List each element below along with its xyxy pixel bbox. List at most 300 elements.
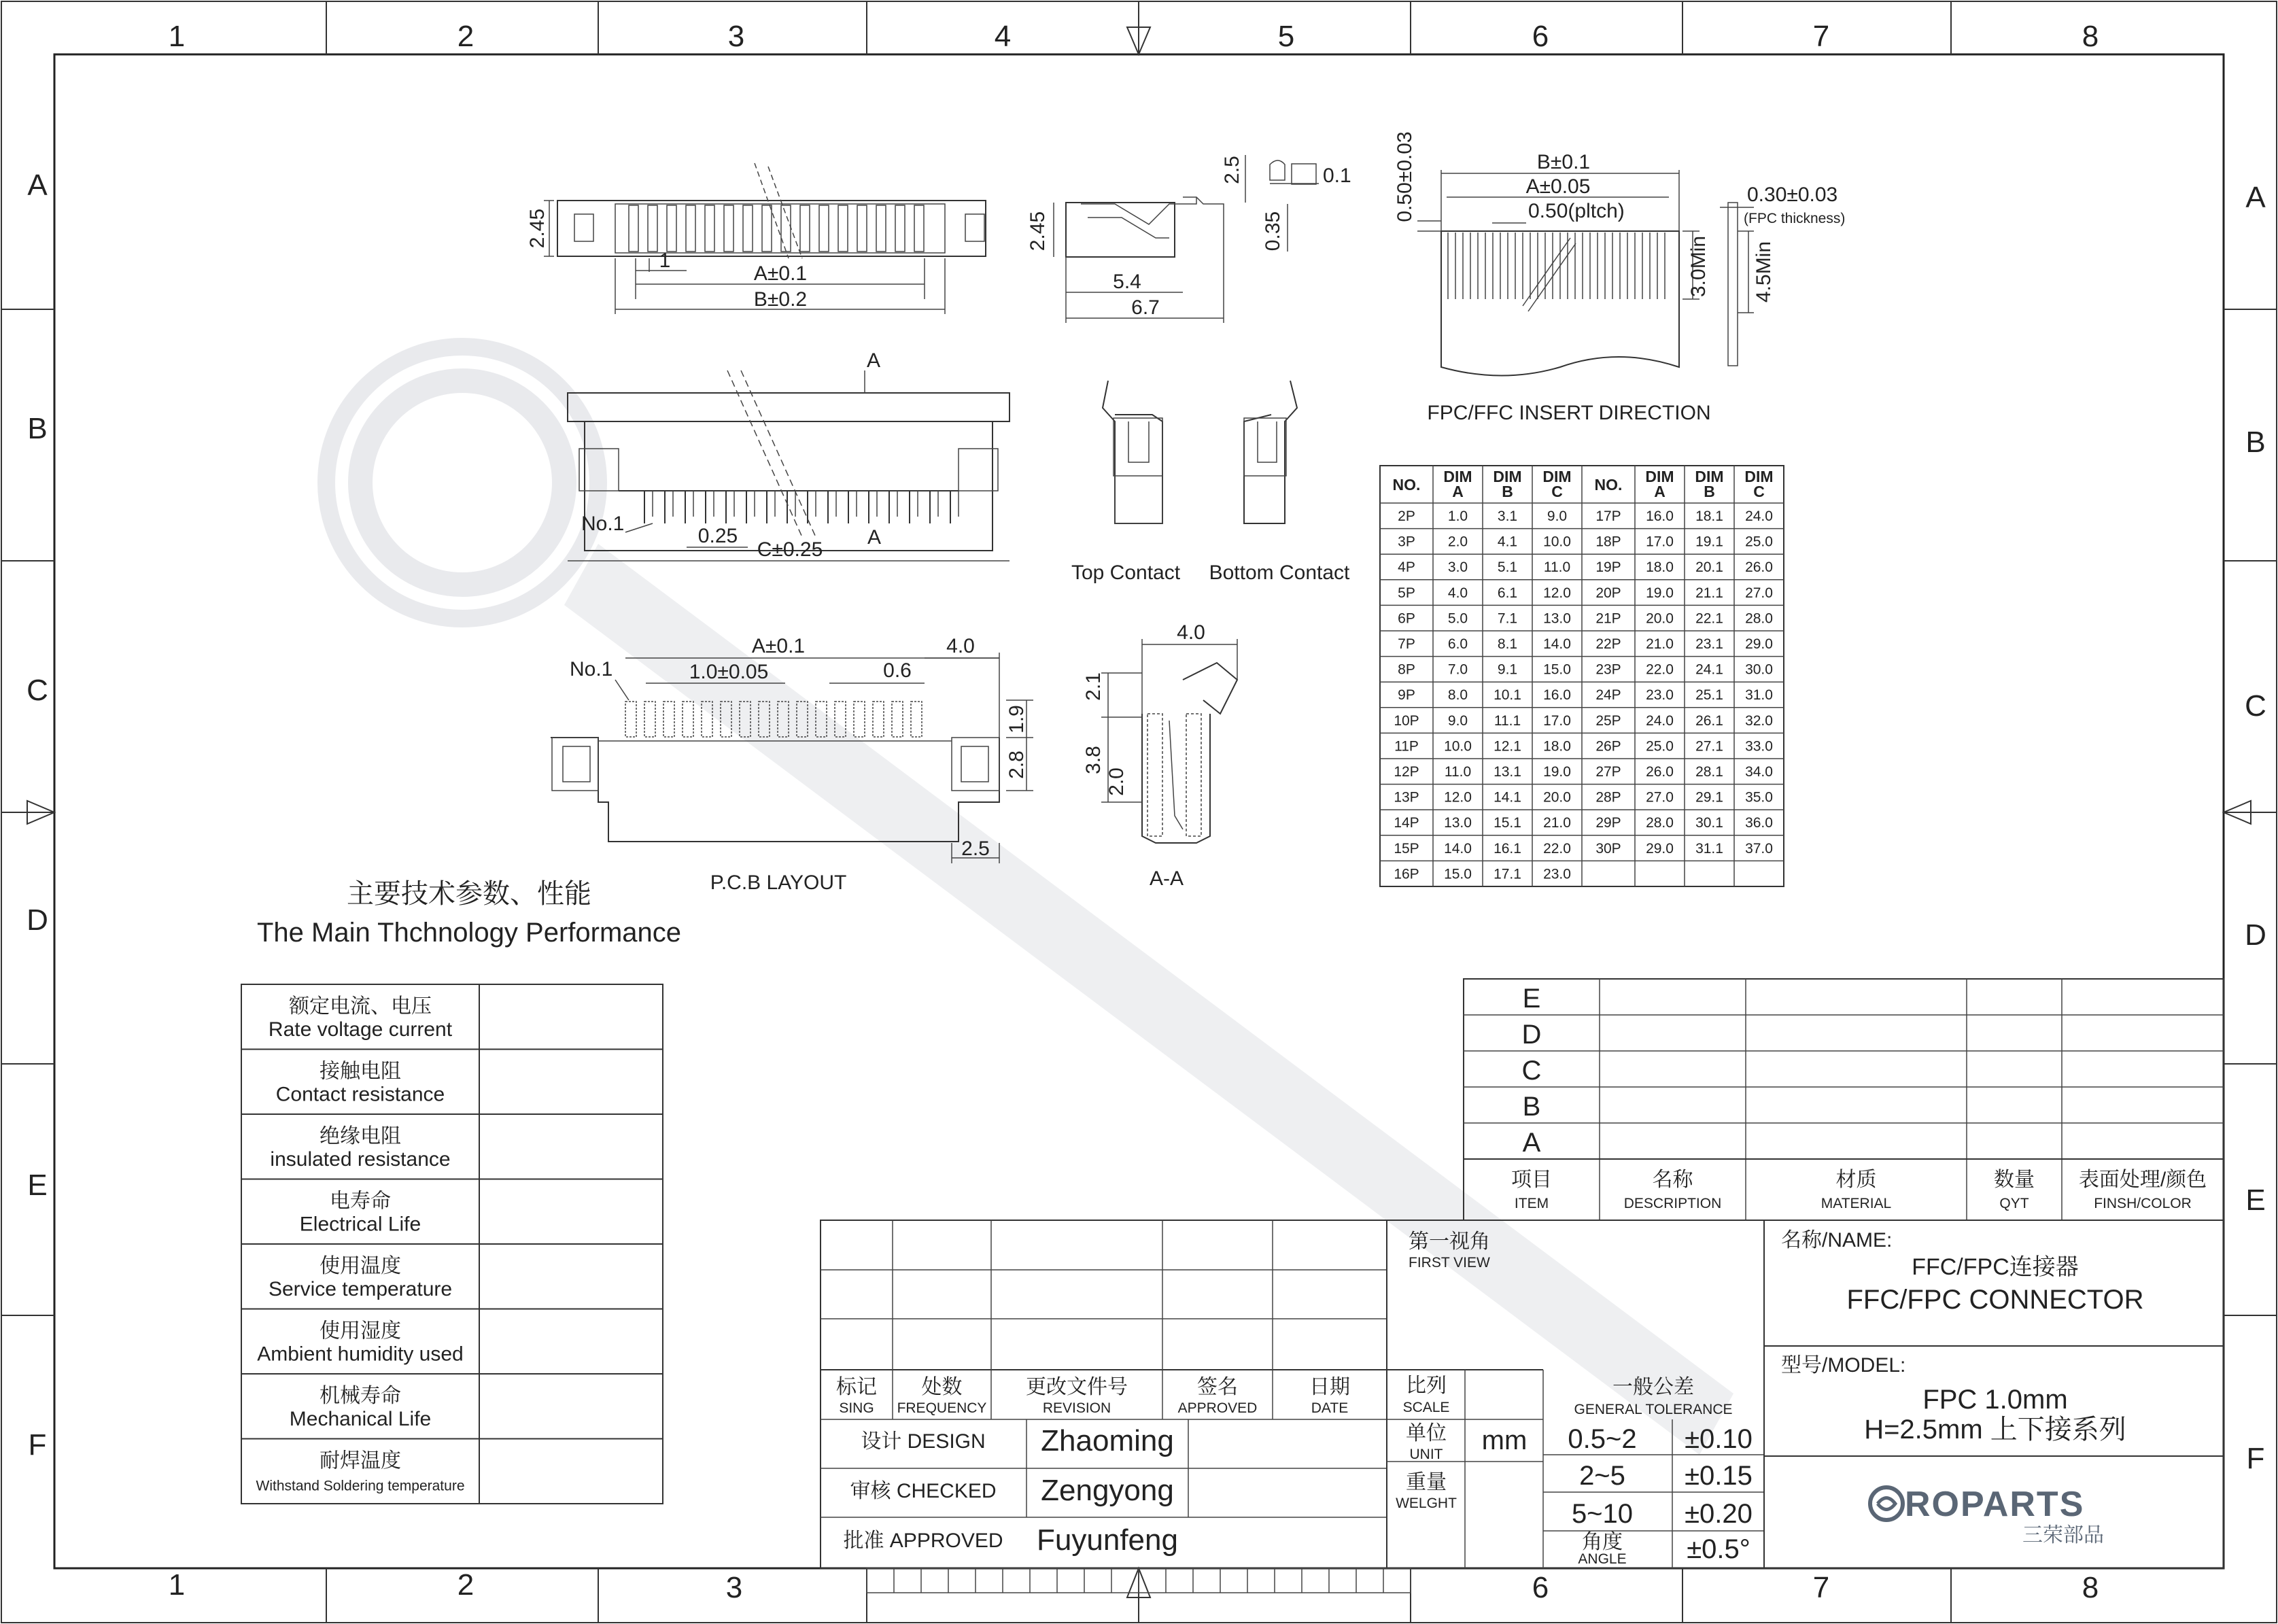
pcb-pitch-dim: 1.0±0.05	[689, 661, 769, 683]
dim-table-cell: 24.1	[1695, 661, 1723, 678]
bom-row-letter: E	[1522, 984, 1541, 1014]
row-label-left-a: A	[27, 169, 48, 202]
dim-table-cell: 22.1	[1695, 610, 1723, 627]
dim-table-cell: 13P	[1394, 789, 1419, 806]
model-label: 型号/MODEL:	[1781, 1354, 1906, 1377]
fpc-min1-dim: 3.0Min	[1687, 235, 1710, 298]
unit-cn: 单位	[1406, 1422, 1447, 1445]
dim-table-cell: 9.0	[1547, 508, 1568, 524]
dim-table-cell: 23.0	[1543, 866, 1571, 882]
section-width-dim: 4.0	[1177, 621, 1205, 644]
dim-table-cell: 13.1	[1494, 764, 1521, 780]
dim-table-cell: 14.0	[1543, 636, 1571, 652]
fpc-tip-dim: 0.50±0.03	[1394, 131, 1416, 222]
dim-table-header: DIM	[1695, 468, 1724, 485]
dim-table-cell: 28.1	[1695, 764, 1723, 780]
col-label-bottom-3: 3	[725, 1571, 743, 1604]
dim-table-cell: 4.1	[1497, 534, 1518, 550]
top-view-b-dim: B±0.2	[753, 288, 808, 311]
row-label-left-e: E	[27, 1169, 48, 1202]
side-view-flat-dim: 0.1	[1323, 165, 1351, 187]
dim-table-cell: 7.1	[1497, 610, 1518, 627]
pcb-width-dim: 4.0	[946, 635, 975, 657]
dim-table-cell: 30P	[1595, 840, 1621, 857]
dim-table-header: DIM	[1542, 468, 1572, 485]
side-view-h3-dim: 0.35	[1262, 211, 1284, 252]
dim-table-cell: 23P	[1595, 661, 1621, 678]
bom-header-en: MATERIAL	[1820, 1196, 1892, 1211]
dim-table-cell: 29.0	[1646, 840, 1674, 857]
top-view-a-dim: A±0.1	[753, 262, 808, 285]
top-view-pin	[743, 205, 753, 252]
top-view-pin	[857, 205, 867, 252]
bom-header-en: FINSH/COLOR	[2094, 1196, 2192, 1211]
dim-table-cell: 11.0	[1444, 764, 1472, 780]
dim-table-cell: 11.0	[1543, 559, 1571, 576]
angle-tolerance: ±0.5°	[1687, 1534, 1750, 1564]
top-view-pin	[705, 205, 714, 252]
front-view-c-dim: C±0.25	[757, 538, 823, 561]
col-label-bottom-7: 7	[1812, 1571, 1830, 1604]
dim-table-cell: 6P	[1398, 610, 1415, 627]
tolerance-range-3: 5~10	[1571, 1499, 1634, 1529]
pcb-h2-dim: 2.8	[1005, 750, 1028, 779]
front-view-no1-label: No.1	[581, 513, 625, 535]
top-view-pin	[914, 205, 924, 252]
dim-table-cell: 12.0	[1444, 789, 1472, 806]
dim-table-cell: 1.0	[1447, 508, 1468, 524]
row-label-right-b: B	[2245, 426, 2266, 459]
dim-table-cell: 10.1	[1494, 687, 1521, 704]
dim-table-cell: 12.0	[1543, 585, 1571, 601]
revision-header-en: DATE	[1311, 1400, 1349, 1416]
fpc-pitch-dim: 0.50(pltch)	[1528, 200, 1625, 222]
bom-header-en: QYT	[1999, 1196, 2029, 1211]
row-label-right-a: A	[2245, 181, 2266, 214]
signature-role: 批准 APPROVED	[843, 1530, 1003, 1552]
signature-name: Zengyong	[1041, 1474, 1174, 1507]
tolerance-en: GENERAL TOLERANCE	[1574, 1402, 1733, 1417]
dim-table-header: NO.	[1392, 476, 1421, 494]
performance-label-en: Contact resistance	[275, 1083, 445, 1106]
dim-table-header-sub: A	[1654, 483, 1666, 500]
performance-label-cn: 额定电流、电压	[289, 995, 432, 1018]
performance-title-en: The Main Thchnology Performance	[256, 918, 682, 948]
dim-table-header: DIM	[1493, 468, 1522, 485]
dim-table-cell: 30.0	[1745, 661, 1773, 678]
performance-title-cn: 主要技术参数、性能	[347, 879, 591, 909]
front-view-pitch-dim: 0.25	[697, 525, 738, 547]
dim-table-cell: 13.0	[1543, 610, 1571, 627]
dim-table-cell: 19P	[1595, 559, 1621, 576]
signature-role: 设计 DESIGN	[861, 1430, 986, 1453]
dim-table-cell: 29.0	[1745, 636, 1773, 652]
top-view-pin	[648, 205, 657, 252]
angle-en: ANGLE	[1578, 1551, 1627, 1567]
dim-table-cell: 26.0	[1646, 764, 1674, 780]
dim-table-cell: 10P	[1394, 712, 1419, 729]
performance-label-en: Service temperature	[268, 1278, 453, 1300]
tolerance-range-1: 0.5~2	[1568, 1424, 1637, 1454]
col-label-bottom-2: 2	[457, 1568, 474, 1602]
pcb-a-dim: A±0.1	[751, 635, 806, 657]
dim-table-cell: 25.0	[1745, 534, 1773, 550]
dim-table-cell: 20.0	[1646, 610, 1674, 627]
performance-label-en: Rate voltage current	[268, 1018, 453, 1041]
dim-table-cell: 26.1	[1695, 712, 1723, 729]
first-view-cn: 第一视角	[1409, 1230, 1490, 1253]
dim-table-cell: 23.0	[1646, 687, 1674, 704]
dim-table-cell: 22P	[1595, 636, 1621, 652]
col-label-bottom-1: 1	[168, 1568, 186, 1602]
dim-table-cell: 36.0	[1745, 815, 1773, 831]
revision-header-cn: 签名	[1197, 1376, 1238, 1398]
section-a-a-view	[1082, 621, 1237, 890]
dim-table-cell: 12.1	[1494, 738, 1521, 755]
dim-table-cell: 29.1	[1695, 789, 1723, 806]
dim-table-cell: 15.1	[1494, 815, 1521, 831]
dim-table-cell: 8P	[1398, 661, 1415, 678]
signature-role: 审核 CHECKED	[850, 1480, 997, 1502]
dim-table-cell: 32.0	[1745, 712, 1773, 729]
revision-header-en: FREQUENCY	[897, 1400, 987, 1416]
dim-table-cell: 13.0	[1444, 815, 1472, 831]
revision-header-cn: 日期	[1309, 1376, 1350, 1398]
performance-label-cn: 绝缘电阻	[320, 1125, 401, 1147]
name-en: FFC/FPC CONNECTOR	[1846, 1285, 2144, 1315]
revision-header-cn: 标记	[836, 1376, 877, 1398]
dim-table-cell: 10.0	[1444, 738, 1472, 755]
dim-table-header-sub: B	[1704, 483, 1715, 500]
dim-table-cell: 19.1	[1695, 534, 1723, 550]
dim-table-cell: 33.0	[1745, 738, 1773, 755]
top-view-pin	[819, 205, 829, 252]
logo-subtext: 三荣部品	[2022, 1524, 2104, 1547]
sheet-border	[1, 1, 2277, 1623]
dim-table-cell: 34.0	[1745, 764, 1773, 780]
top-view-pin	[629, 205, 638, 252]
top-view-pin	[762, 205, 772, 252]
fpc-a-dim: A±0.05	[1525, 175, 1591, 198]
row-label-right-d: D	[2245, 918, 2266, 952]
top-view-pitch-dim: 1	[659, 249, 671, 272]
pcb-pad	[644, 702, 655, 737]
fpc-thickness-dim: 0.30±0.03	[1747, 184, 1838, 206]
tolerance-value-2: ±0.15	[1685, 1461, 1753, 1491]
scale-cn: 比列	[1406, 1375, 1447, 1397]
unit-en: UNIT	[1409, 1447, 1443, 1462]
pcb-pad	[663, 702, 674, 737]
dim-table-cell: 15P	[1394, 840, 1419, 857]
dim-table-cell: 24.0	[1646, 712, 1674, 729]
pcb-pad	[854, 702, 865, 737]
dim-table-cell: 14.1	[1494, 789, 1521, 806]
fpc-thickness-note: (FPC thickness)	[1744, 211, 1846, 226]
performance-label-en: insulated resistance	[270, 1148, 451, 1171]
fpc-insert-view	[1394, 131, 1845, 424]
model-line-1: FPC 1.0mm	[1922, 1385, 2068, 1415]
pcb-layout-caption: P.C.B LAYOUT	[710, 871, 847, 894]
dim-table-cell: 23.1	[1695, 636, 1723, 652]
dim-table-cell: 27P	[1595, 764, 1621, 780]
dim-table-cell: 21.0	[1543, 815, 1571, 831]
performance-label-en: Ambient humidity used	[257, 1343, 464, 1366]
dim-table-header: DIM	[1645, 468, 1674, 485]
revision-header-en: APPROVED	[1177, 1400, 1258, 1416]
dim-table-cell: 16.0	[1646, 508, 1674, 524]
top-contact-caption: Top Contact	[1071, 562, 1181, 584]
row-label-left-f: F	[28, 1428, 47, 1462]
dim-table-header-sub: C	[1753, 483, 1765, 500]
front-view-section-label: A	[866, 349, 881, 372]
bom-row-letter: D	[1521, 1020, 1542, 1050]
dim-table-cell: 28.0	[1646, 815, 1674, 831]
section-h1-dim: 2.1	[1082, 672, 1105, 701]
col-label-top-6: 6	[1532, 20, 1549, 53]
fpc-min2-dim: 4.5Min	[1753, 241, 1775, 303]
bom-row-letter: C	[1521, 1056, 1542, 1086]
row-label-left-c: C	[27, 674, 48, 707]
performance-label-cn: 机械寿命	[320, 1385, 401, 1407]
signature-name: Fuyunfeng	[1037, 1523, 1178, 1557]
dim-table-cell: 7.0	[1447, 661, 1468, 678]
dim-table-cell: 26.0	[1745, 559, 1773, 576]
bom-header-cn: 数量	[1994, 1169, 2035, 1191]
bom-header-cn: 项目	[1511, 1169, 1552, 1191]
dim-table-cell: 9P	[1398, 687, 1415, 704]
dim-table-cell: 26P	[1595, 738, 1621, 755]
col-label-top-2: 2	[457, 20, 474, 53]
dim-table-cell: 17P	[1595, 508, 1621, 524]
model-line-2: H=2.5mm 上下接系列	[1864, 1415, 2126, 1445]
top-view-pin	[686, 205, 695, 252]
dim-table-cell: 14.0	[1444, 840, 1472, 857]
col-label-bottom-6: 6	[1532, 1571, 1549, 1604]
dim-table-cell: 21.0	[1646, 636, 1674, 652]
dim-table-cell: 17.0	[1543, 712, 1571, 729]
row-label-right-e: E	[2245, 1184, 2266, 1217]
dim-table-cell: 6.0	[1447, 636, 1468, 652]
dim-table-cell: 8.1	[1497, 636, 1518, 652]
dim-table-cell: 18P	[1595, 534, 1621, 550]
performance-label-cn: 使用温度	[320, 1255, 401, 1277]
side-view-w2-dim: 6.7	[1131, 296, 1160, 319]
dim-table-header: NO.	[1594, 476, 1623, 494]
col-label-bottom-8: 8	[2082, 1571, 2099, 1604]
dim-table-cell: 16.1	[1494, 840, 1521, 857]
col-label-top-8: 8	[2082, 20, 2099, 53]
dim-table-cell: 9.1	[1497, 661, 1518, 678]
row-label-right-f: F	[2246, 1442, 2265, 1475]
performance-label-en: Mechanical Life	[289, 1408, 432, 1430]
dim-table-cell: 27.0	[1646, 789, 1674, 806]
dim-table-cell: 29P	[1595, 815, 1621, 831]
top-view-pin	[724, 205, 734, 252]
bom-header-en: ITEM	[1514, 1196, 1549, 1211]
dimension-table	[1380, 466, 1784, 886]
angle-cn: 角度	[1582, 1531, 1623, 1553]
dim-table-cell: 8.0	[1447, 687, 1468, 704]
performance-section	[241, 879, 681, 1504]
dim-table-cell: 28.0	[1745, 610, 1773, 627]
dim-table-cell: 9.0	[1447, 712, 1468, 729]
pcb-w2-dim: 2.5	[961, 837, 990, 860]
dim-table-header-sub: C	[1551, 483, 1563, 500]
section-h2-dim: 3.8	[1082, 746, 1105, 774]
front-view-section-label-2: A	[867, 526, 882, 549]
dim-table-cell: 22.0	[1543, 840, 1571, 857]
bom-header-cn: 表面处理/颜色	[2078, 1169, 2207, 1191]
dim-table-header-sub: A	[1452, 483, 1464, 500]
top-view-pin	[800, 205, 810, 252]
pcb-pad-dim: 0.6	[883, 659, 912, 682]
tolerance-cn: 一般公差	[1612, 1376, 1694, 1398]
bottom-contact-caption: Bottom Contact	[1209, 562, 1350, 584]
bom-header-en: DESCRIPTION	[1623, 1196, 1722, 1211]
dim-table-cell: 31.1	[1695, 840, 1723, 857]
dim-table-cell: 20P	[1595, 585, 1621, 601]
dim-table-cell: 5P	[1398, 585, 1415, 601]
dim-table-cell: 25P	[1595, 712, 1621, 729]
row-label-left-b: B	[27, 412, 48, 445]
tolerance-value-1: ±0.10	[1685, 1424, 1753, 1454]
dim-table-cell: 21.1	[1695, 585, 1723, 601]
top-view-pin	[895, 205, 905, 252]
row-label-right-c: C	[2245, 689, 2266, 723]
dim-table-cell: 28P	[1595, 789, 1621, 806]
pcb-pad	[625, 702, 636, 737]
performance-label-en: Withstand Soldering temperature	[256, 1478, 465, 1494]
top-view-pin	[876, 205, 886, 252]
pcb-h1-dim: 1.9	[1005, 705, 1028, 733]
dim-table-cell: 12P	[1394, 764, 1419, 780]
pcb-pad	[911, 702, 922, 737]
dim-table-cell: 4P	[1398, 559, 1415, 576]
bom-row-letter: B	[1522, 1092, 1541, 1122]
dim-table-cell: 17.0	[1646, 534, 1674, 550]
dim-table-cell: 19.0	[1646, 585, 1674, 601]
dim-table-cell: 2.0	[1447, 534, 1468, 550]
dim-table-cell: 10.0	[1543, 534, 1571, 550]
performance-label-cn: 电寿命	[330, 1190, 391, 1213]
dim-table-cell: 30.1	[1695, 815, 1723, 831]
dim-table-header-sub: B	[1502, 483, 1513, 500]
dim-table-cell: 18.0	[1646, 559, 1674, 576]
unit-value: mm	[1481, 1426, 1528, 1455]
weight-cn: 重量	[1406, 1471, 1447, 1493]
dim-table-cell: 17.1	[1494, 866, 1521, 882]
bom-row-letter: A	[1522, 1128, 1541, 1158]
pcb-no1-label: No.1	[570, 658, 613, 680]
dim-table-cell: 11.1	[1494, 712, 1521, 729]
top-view-height-dim: 2.45	[526, 208, 549, 249]
dim-table-cell: 25.0	[1646, 738, 1674, 755]
dim-table-cell: 31.0	[1745, 687, 1773, 704]
bom-header-cn: 材质	[1835, 1169, 1877, 1191]
dim-table-cell: 25.1	[1695, 687, 1723, 704]
connector-side-view	[1026, 155, 1351, 323]
col-label-top-4: 4	[994, 20, 1012, 53]
col-label-top-7: 7	[1812, 20, 1830, 53]
side-view-h1-dim: 2.5	[1221, 156, 1243, 184]
dim-table-cell: 27.1	[1695, 738, 1723, 755]
logo-text: ROPARTS	[1905, 1485, 2085, 1524]
dim-table-cell: 24P	[1595, 687, 1621, 704]
revision-header-en: REVISION	[1042, 1400, 1111, 1416]
pcb-pad	[892, 702, 903, 737]
scale-en: SCALE	[1402, 1400, 1450, 1415]
top-view-pin	[838, 205, 848, 252]
first-view-en: FIRST VIEW	[1409, 1255, 1490, 1271]
contact-views	[1071, 381, 1350, 584]
section-h3-dim: 2.0	[1105, 767, 1128, 796]
company-logo	[1870, 1485, 2104, 1547]
dim-table-cell: 19.0	[1543, 764, 1571, 780]
dim-table-header: DIM	[1744, 468, 1774, 485]
dim-table-cell: 18.0	[1543, 738, 1571, 755]
bom-table	[1464, 979, 2224, 1220]
dim-table-cell: 3P	[1398, 534, 1415, 550]
pcb-pad	[873, 702, 884, 737]
dim-table-cell: 5.1	[1497, 559, 1518, 576]
dim-table-cell: 22.0	[1646, 661, 1674, 678]
dim-table-cell: 16.0	[1543, 687, 1571, 704]
dim-table-cell: 20.1	[1695, 559, 1723, 576]
signature-name: Zhaoming	[1041, 1424, 1174, 1457]
revision-header-en: SING	[839, 1400, 874, 1416]
dim-table-cell: 16P	[1394, 866, 1419, 882]
fpc-b-dim: B±0.1	[1536, 151, 1591, 173]
dim-table-cell: 35.0	[1745, 789, 1773, 806]
dim-table-cell: 15.0	[1444, 866, 1472, 882]
connector-top-view	[526, 163, 986, 314]
dim-table-cell: 6.1	[1497, 585, 1518, 601]
row-label-left-d: D	[27, 903, 48, 937]
section-caption: A-A	[1149, 867, 1184, 890]
dim-table-cell: 20.0	[1543, 789, 1571, 806]
top-view-pin	[667, 205, 676, 252]
performance-label-cn: 使用湿度	[320, 1319, 401, 1343]
dim-table-cell: 3.1	[1497, 508, 1518, 524]
tolerance-range-2: 2~5	[1579, 1461, 1625, 1491]
dim-table-cell: 27.0	[1745, 585, 1773, 601]
tolerance-value-3: ±0.20	[1685, 1499, 1753, 1529]
pcb-pad	[683, 702, 693, 737]
revision-header-cn: 更改文件号	[1026, 1376, 1128, 1398]
name-label: 名称/NAME:	[1781, 1229, 1893, 1251]
dim-table-cell: 24.0	[1745, 508, 1773, 524]
dim-table-cell: 18.1	[1695, 508, 1723, 524]
dim-table-cell: 37.0	[1745, 840, 1773, 857]
weight-en: WELGHT	[1396, 1496, 1457, 1511]
dim-table-cell: 15.0	[1543, 661, 1571, 678]
top-view-pin	[781, 205, 791, 252]
side-view-w1-dim: 5.4	[1113, 271, 1141, 293]
bom-header-cn: 名称	[1652, 1169, 1693, 1191]
dim-table-header: DIM	[1443, 468, 1472, 485]
dim-table-cell: 5.0	[1447, 610, 1468, 627]
dim-table-cell: 11P	[1394, 738, 1419, 755]
col-label-top-1: 1	[168, 20, 186, 53]
dim-table-cell: 2P	[1398, 508, 1415, 524]
name-cn: FFC/FPC连接器	[1912, 1254, 2079, 1280]
col-label-top-5: 5	[1277, 20, 1295, 53]
dim-table-cell: 4.0	[1447, 585, 1468, 601]
side-view-h2-dim: 2.45	[1026, 211, 1049, 252]
dim-table-cell: 3.0	[1447, 559, 1468, 576]
dim-table-cell: 14P	[1394, 815, 1419, 831]
revision-header-cn: 处数	[921, 1376, 963, 1398]
